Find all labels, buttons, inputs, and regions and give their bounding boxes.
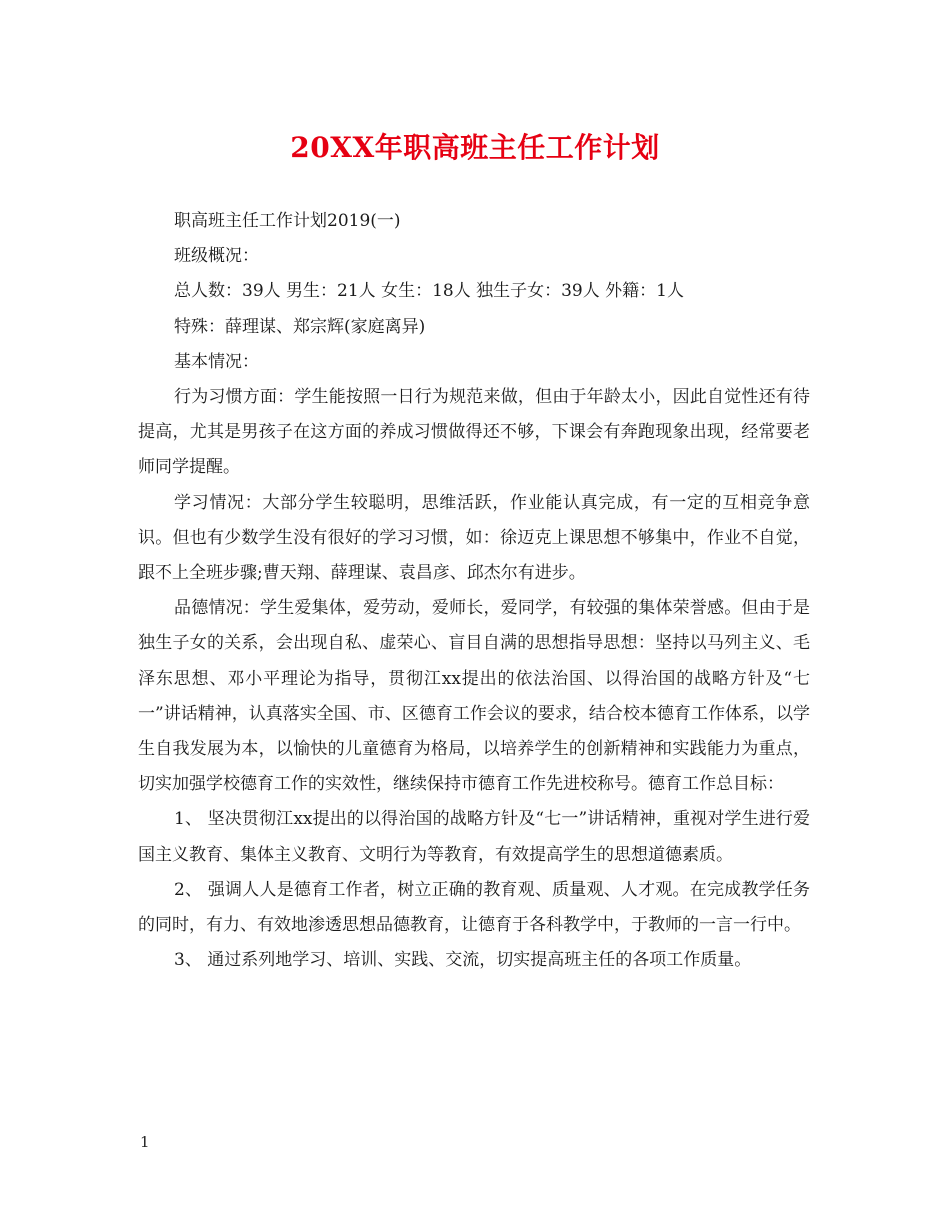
- paragraph-goal-2: 2、 强调人人是德育工作者，树立正确的教育观、质量观、人才观。在完成教学任务的同时，有力、有效地渗透思想品德教育，让德育于各科教学中，于教师的一言一行中。: [138, 879, 810, 936]
- paragraph-goal-1: 1、 坚决贯彻江xx提出的以得治国的战略方针及“七一”讲话精神，重视对学生进行爱国主义教育、集体主义教育、文明行为等教育，有效提高学生的思想道德素质。: [138, 809, 810, 865]
- document-body: [138, 204, 810, 978]
- paragraph-behavior-habits: 行为习惯方面：学生能按照一日行为规范来做，但由于年龄太小，因此自觉性还有待提高，尤其是男孩子在这方面的养成习惯做得还不够，下课会有奔跑现象出现，经常要老师同学提醒。: [138, 387, 810, 478]
- document-title: 20XX年职高班主任工作计划: [290, 131, 660, 164]
- paragraph-class-overview-heading: 班级概况：: [174, 246, 259, 267]
- paragraph-class-stats: 总人数：39人 男生：21人 女生：18人 独生子女：39人 外籍：1人: [174, 281, 684, 302]
- paragraph-special-cases: 特殊：薛理谋、郑宗辉(家庭离异): [174, 316, 426, 337]
- paragraph-subtitle: 职高班主任工作计划2019(一): [174, 211, 401, 231]
- paragraph-moral-situation: 品德情况：学生爱集体，爱劳动，爱师长，爱同学，有较强的集体荣誉感。但由于是独生子女的关系，会出现自私、虚荣心、盲目自满的思想指导思想：坚持以马列主义、毛泽东思想、邓小平理论为指导，贯彻江xx提出的依法治国、以得治国的战略方针及“七一”讲话精神，认真落实全国、市、区德育工作会议的要求，结合校本德育工作体系，以学生自我发展为本，以愉快的儿童德育为格局，以培养学生的创新精神和实践能力为重点，切实加强学校德育工作的实效性，继续保持市德育工作先进校称号。德育工作总目标：: [138, 598, 810, 795]
- paragraph-basic-situation-heading: 基本情况：: [174, 351, 259, 372]
- paragraph-study-situation: 学习情况：大部分学生较聪明，思维活跃，作业能认真完成，有一定的互相竞争意识。但也有少数学生没有很好的学习习惯，如：徐迈克上课思想不够集中，作业不自觉，跟不上全班步骤;曹天翔、薛理谋、袁昌彦、邱杰尔有进步。: [138, 492, 810, 584]
- paragraph-goal-3: 3、 通过系列地学习、培训、实践、交流，切实提高班主任的各项工作质量。: [174, 950, 752, 971]
- page-number: 1: [140, 1133, 150, 1151]
